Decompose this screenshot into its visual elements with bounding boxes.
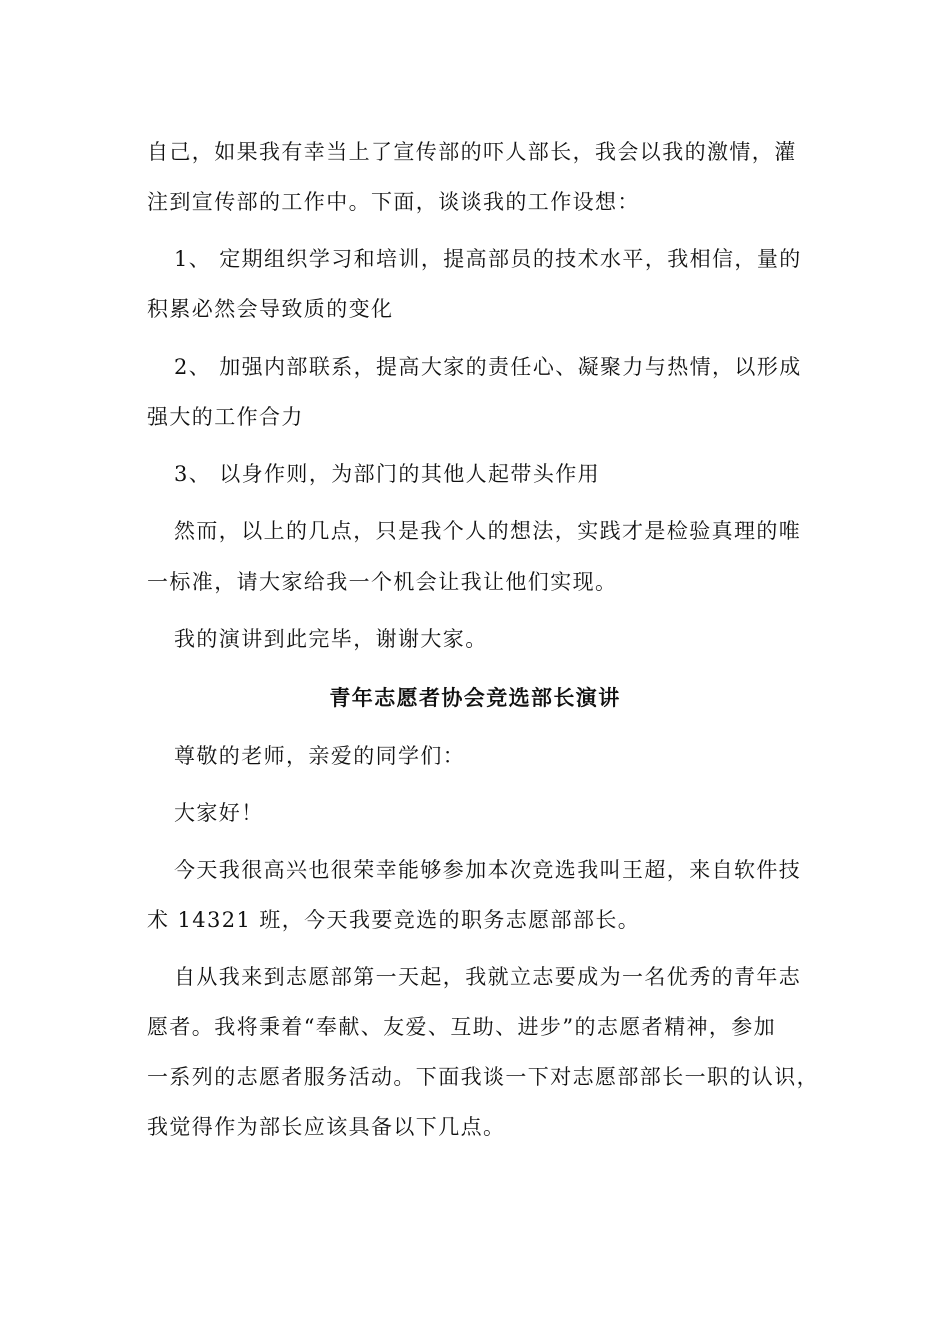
paragraph-line: 一标准，请大家给我一个机会让我让他们实现。 (147, 570, 618, 594)
closing-line: 我的演讲到此完毕，谢谢大家。 (174, 627, 488, 651)
list-item-1-line: 积累必然会导致质的变化 (147, 297, 394, 321)
salutation: 尊敬的老师，亲爱的同学们： (174, 744, 466, 768)
list-item-3-line: 3、 以身作则，为部门的其他人起带头作用 (174, 462, 601, 486)
section-title: 青年志愿者协会竞选部长演讲 (329, 685, 621, 710)
paragraph-line: 愿者。我将秉着“奉献、友爱、互助、进步”的志愿者精神，参加 (147, 1015, 777, 1039)
list-item-2-line: 2、 加强内部联系，提高大家的责任心、凝聚力与热情，以形成 (174, 355, 802, 379)
paragraph-line: 术 14321 班，今天我要竞选的职务志愿部部长。 (147, 908, 641, 932)
paragraph-line: 自己，如果我有幸当上了宣传部的吓人部长，我会以我的激情，灌 (147, 140, 797, 164)
paragraph-line: 然而，以上的几点，只是我个人的想法，实践才是检验真理的唯 (174, 519, 802, 543)
list-item-2-line: 强大的工作合力 (147, 405, 304, 429)
paragraph-line: 一系列的志愿者服务活动。下面我谈一下对志愿部部长一职的认识， (147, 1065, 819, 1089)
list-item-1-line: 1、 定期组织学习和培训，提高部员的技术水平，我相信，量的 (174, 247, 802, 271)
paragraph-line: 今天我很高兴也很荣幸能够参加本次竞选我叫王超，来自软件技 (174, 858, 802, 882)
paragraph-line: 我觉得作为部长应该具备以下几点。 (147, 1115, 506, 1139)
paragraph-line: 注到宣传部的工作中。下面，谈谈我的工作设想： (147, 190, 640, 214)
paragraph-line: 自从我来到志愿部第一天起，我就立志要成为一名优秀的青年志 (174, 965, 802, 989)
greeting: 大家好！ (174, 801, 264, 825)
